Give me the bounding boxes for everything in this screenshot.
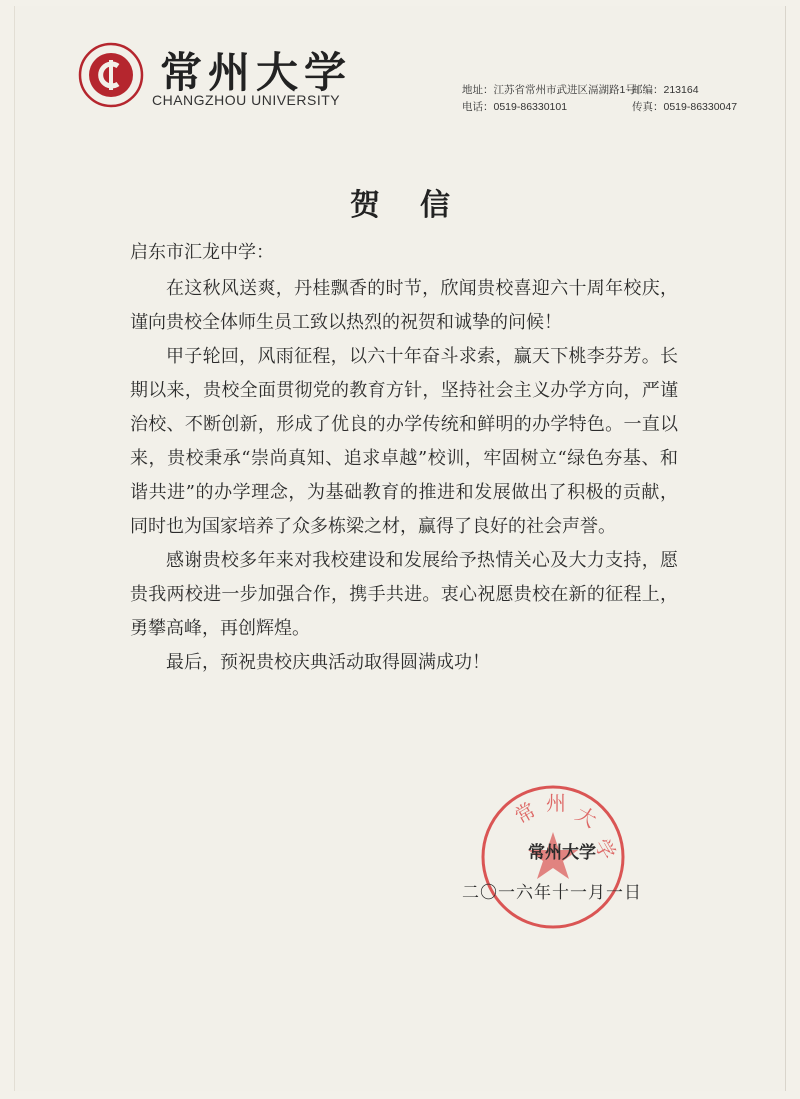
salutation: 启东市汇龙中学： [130,242,274,263]
address-text: 地址：江苏省常州市武进区滆湖路1号 [462,84,636,96]
signature-date: 二〇一六年十一月一日 [462,883,642,903]
postcode-text: 邮编：213164 [632,84,699,96]
svg-text:学: 学 [589,834,621,864]
paragraph: 最后，预祝贵校庆典活动取得圆满成功！ [166,652,490,673]
university-name-cn: 常州大学 [160,48,353,97]
phone-text: 电话：0519-86330101 [462,101,568,113]
letter-body [130,272,678,680]
paragraph: 甲子轮回，风雨征程，以六十年奋斗求索，赢天下桃李芬芳。长期以来，贵校全面贯彻党的教育方针，坚持社会主义办学方向，严谨治校、不断创新，形成了优良的办学传统和鲜明的办学特色。一直以来，贵校秉承“崇尚真知、追求卓越”校训，牢固树立“绿色夯基、和谐共进”的办学理念，为基础教育的推进和发展做出了积极的贡献，同时也为国家培养了众多栋梁之材，赢得了良好的社会声誉。 [130,346,678,537]
svg-text:大: 大 [571,801,601,833]
university-name-en: CHANGZHOU UNIVERSITY [152,92,341,108]
svg-text:州: 州 [546,791,566,815]
fax-text: 传真：0519-86330047 [632,101,738,113]
paragraph: 在这秋风送爽，丹桂飘香的时节，欣闻贵校喜迎六十周年校庆，谨向贵校全体师生员工致以热烈的祝贺和诚挚的问候！ [130,278,678,333]
paragraph: 感谢贵校多年来对我校建设和发展给予热情关心及大力支持，愿贵我两校进一步加强合作，携手共进。衷心祝愿贵校在新的征程上，勇攀高峰，再创辉煌。 [130,550,678,639]
svg-text:常: 常 [510,797,540,829]
university-emblem-icon [78,42,144,108]
contact-info [462,82,778,116]
signature-name: 常州大学 [528,843,596,863]
letter-title: 贺信 [350,188,490,223]
